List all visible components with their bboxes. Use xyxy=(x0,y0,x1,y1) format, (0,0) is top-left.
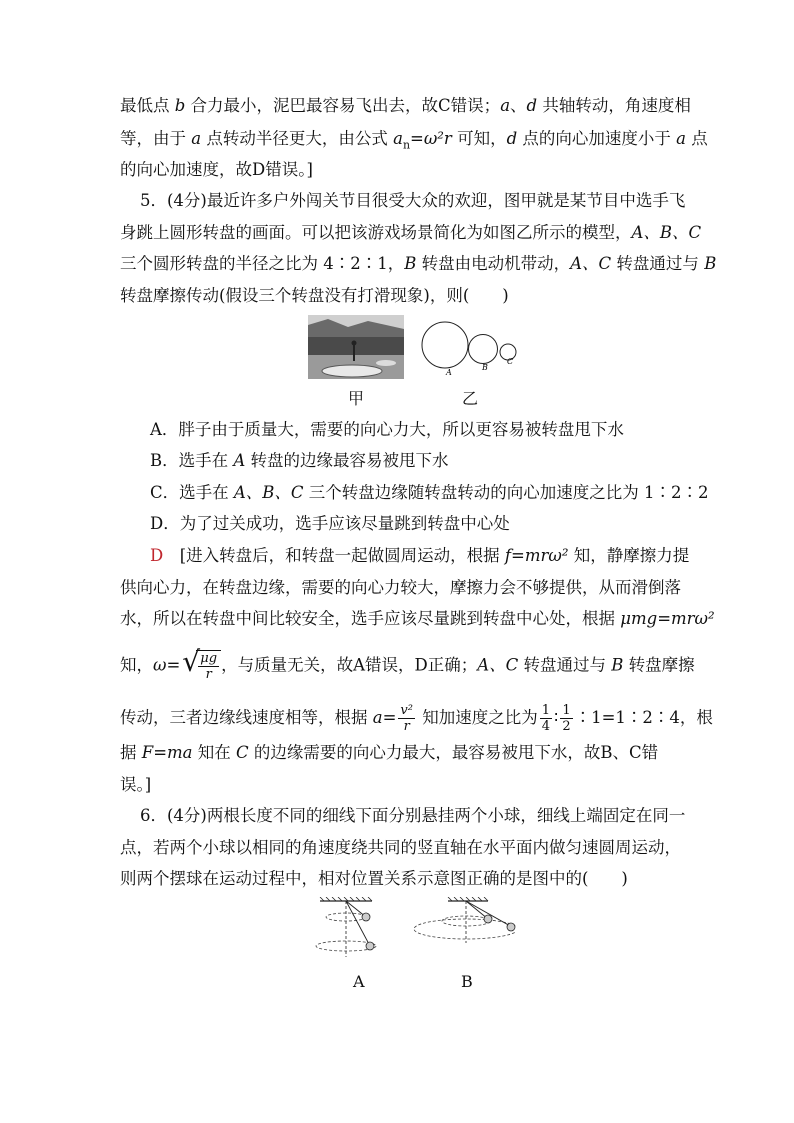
formula-a: a xyxy=(393,129,403,148)
text: 点的向心加速度小于 xyxy=(517,129,677,148)
q5-explanation-6 xyxy=(120,743,658,763)
text: 三个圆形转盘的半径之比为 4∶2∶1， xyxy=(120,254,405,273)
q5-option-b xyxy=(150,451,449,471)
text: 知， xyxy=(120,655,153,675)
q5-stem-3 xyxy=(120,254,716,274)
q4-line-3: 的向心加速度，故D错误。] xyxy=(120,160,313,179)
var-f: f xyxy=(504,546,512,565)
text: 等，由于 xyxy=(120,129,192,148)
text: 转盘摩擦 xyxy=(623,655,695,675)
formula: mrω² xyxy=(524,546,569,565)
var-a: a xyxy=(676,129,686,148)
text: 三个转盘边缘随转盘转动的向心加速度之比为 1∶2∶2 xyxy=(303,483,709,502)
text: B．选手在 xyxy=(150,451,234,470)
denominator: 4 xyxy=(541,719,551,734)
text: 知在 xyxy=(192,743,237,762)
vars-abc: A、B、C xyxy=(631,223,702,242)
answer-letter: D xyxy=(150,546,164,565)
fig-caption-jia: 甲 xyxy=(348,389,365,408)
q5-stem-1: 5．(4分)最近许多户外闯关节目很受大众的欢迎，图甲就是某节目中选手飞 xyxy=(140,191,686,210)
text: ，与质量无关，故A错误，D正确； xyxy=(221,655,478,675)
var-b: B xyxy=(704,254,717,273)
q4-line-2 xyxy=(120,129,708,155)
denominator: r xyxy=(205,667,212,682)
q6-caption-a: A xyxy=(353,972,365,991)
text: 、 xyxy=(510,96,527,115)
text: 转盘通过与 xyxy=(611,254,705,273)
text: 转盘的边缘最容易被甩下水 xyxy=(245,451,449,470)
disk-a-label: A xyxy=(446,368,452,376)
text: 知加速度之比为 xyxy=(416,708,538,727)
var-a: a xyxy=(191,129,202,148)
conical-pendulum-b xyxy=(404,897,516,945)
text: 的边缘需要的向心力最大，最容易被甩下水，故B、C错 xyxy=(248,743,659,762)
var-f: F xyxy=(141,743,154,762)
fraction-1-4 xyxy=(540,703,552,734)
q5-photo-figure xyxy=(308,315,404,379)
formula: mrω² xyxy=(671,609,715,628)
vars-ac: A、C xyxy=(477,655,519,675)
q5-explanation-2: 供向心力，在转盘边缘，需要的向心力较大，摩擦力会不够提供，从而滑倒落 xyxy=(120,578,681,597)
text: = xyxy=(382,708,397,727)
q5-explanation-5 xyxy=(120,703,713,734)
denominator: 2 xyxy=(562,719,571,734)
q6-stem-2: 点，若两个小球以相同的角速度绕共同的竖直轴在水平面内做匀速圆周运动， xyxy=(120,838,681,857)
text: 合力最小，泥巴最容易飞出去，故C错误； xyxy=(185,96,501,115)
text: ∶ xyxy=(554,708,559,727)
numerator: μg xyxy=(200,651,218,666)
q5-explanation-4 xyxy=(120,645,695,682)
var-a: a xyxy=(500,96,511,115)
text: 转盘由电动机带动， xyxy=(416,254,571,273)
text: 点 xyxy=(685,129,708,148)
text: [进入转盘后，和转盘一起做圆周运动，根据 xyxy=(163,546,505,565)
var-a: a xyxy=(372,708,383,727)
var-a: A xyxy=(233,451,246,470)
q4-line-1 xyxy=(120,96,691,116)
numerator: v² xyxy=(400,703,413,718)
text: ∶1=1∶2∶4，根 xyxy=(574,708,713,727)
q6-stem-1: 6．(4分)两根长度不同的细线下面分别悬挂两个小球，细线上端固定在同一 xyxy=(140,806,686,825)
text: 共轴转动，角速度相 xyxy=(537,96,691,115)
text: 转盘通过与 xyxy=(518,655,612,675)
text: 可知， xyxy=(451,129,507,148)
text: 最低点 xyxy=(120,96,175,115)
q5-circles-figure xyxy=(420,318,524,376)
var-b: b xyxy=(174,96,186,115)
q6-stem-3: 则两个摆球在运动过程中，相对位置关系示意图正确的是图中的( ) xyxy=(120,869,628,888)
q5-option-c xyxy=(150,483,709,503)
fraction-v2-over-r xyxy=(398,703,415,734)
q6-figure-a xyxy=(310,897,400,959)
denominator: r xyxy=(403,719,410,734)
q5-option-d: D．为了过关成功，选手应该尽量跳到转盘中心处 xyxy=(150,514,510,533)
q5-stem-4: 转盘摩擦传动(假设三个转盘没有打滑现象)，则( ) xyxy=(120,286,509,305)
text: = xyxy=(166,655,181,675)
text: C．选手在 xyxy=(150,483,234,502)
vars-abc: A、B、C xyxy=(233,483,304,502)
subscript-n: n xyxy=(402,138,411,152)
disk-c-label: C xyxy=(507,357,514,366)
q5-option-a: A．胖子由于质量大，需要的向心力大，所以更容易被转盘甩下水 xyxy=(150,420,624,439)
text: 水，所以在转盘中间比较安全，选手应该尽量跳到转盘中心处，根据 xyxy=(120,609,621,628)
text: = xyxy=(511,546,525,565)
three-disks-diagram xyxy=(420,318,524,376)
text: = xyxy=(153,743,168,762)
text: 点转动半径更大，由公式 xyxy=(201,129,394,148)
text: 传动，三者边缘线速度相等，根据 xyxy=(120,708,373,727)
q6-figure-b xyxy=(404,897,516,945)
q5-explanation-7: 误。] xyxy=(120,775,152,794)
fraction-1-2 xyxy=(560,703,572,734)
q5-explanation-3 xyxy=(120,609,715,629)
formula-rhs: =ω²r xyxy=(410,129,452,148)
var-b: B xyxy=(404,254,417,273)
var-d: d xyxy=(506,129,518,148)
numerator: 1 xyxy=(562,703,571,718)
disk-b xyxy=(469,335,498,364)
text: 知，静摩擦力提 xyxy=(568,546,690,565)
disk-b-label: B xyxy=(482,363,488,372)
conical-pendulum-a xyxy=(310,897,400,959)
formula: μmg xyxy=(620,609,658,628)
var-c: C xyxy=(236,743,249,762)
q5-stem-2 xyxy=(120,223,701,243)
var-omega: ω xyxy=(153,655,167,675)
numerator: 1 xyxy=(541,703,551,718)
fig-caption-yi: 乙 xyxy=(462,389,479,408)
sqrt-expression: √ $\frac{\mu g}{r}$ xyxy=(182,650,221,682)
text: 身跳上圆形转盘的画面。可以把该游戏场景简化为如图乙所示的模型， xyxy=(120,223,632,242)
text: 据 xyxy=(120,743,142,762)
text: = xyxy=(657,609,672,628)
formula: ma xyxy=(167,743,193,762)
var-d: d xyxy=(526,96,538,115)
disk-a xyxy=(422,322,468,368)
stadium-photo xyxy=(308,315,404,379)
vars-ac: A、C xyxy=(570,254,612,273)
var-b: B xyxy=(611,655,624,675)
q5-explanation-1 xyxy=(150,546,689,566)
q6-caption-b: B xyxy=(461,972,473,991)
